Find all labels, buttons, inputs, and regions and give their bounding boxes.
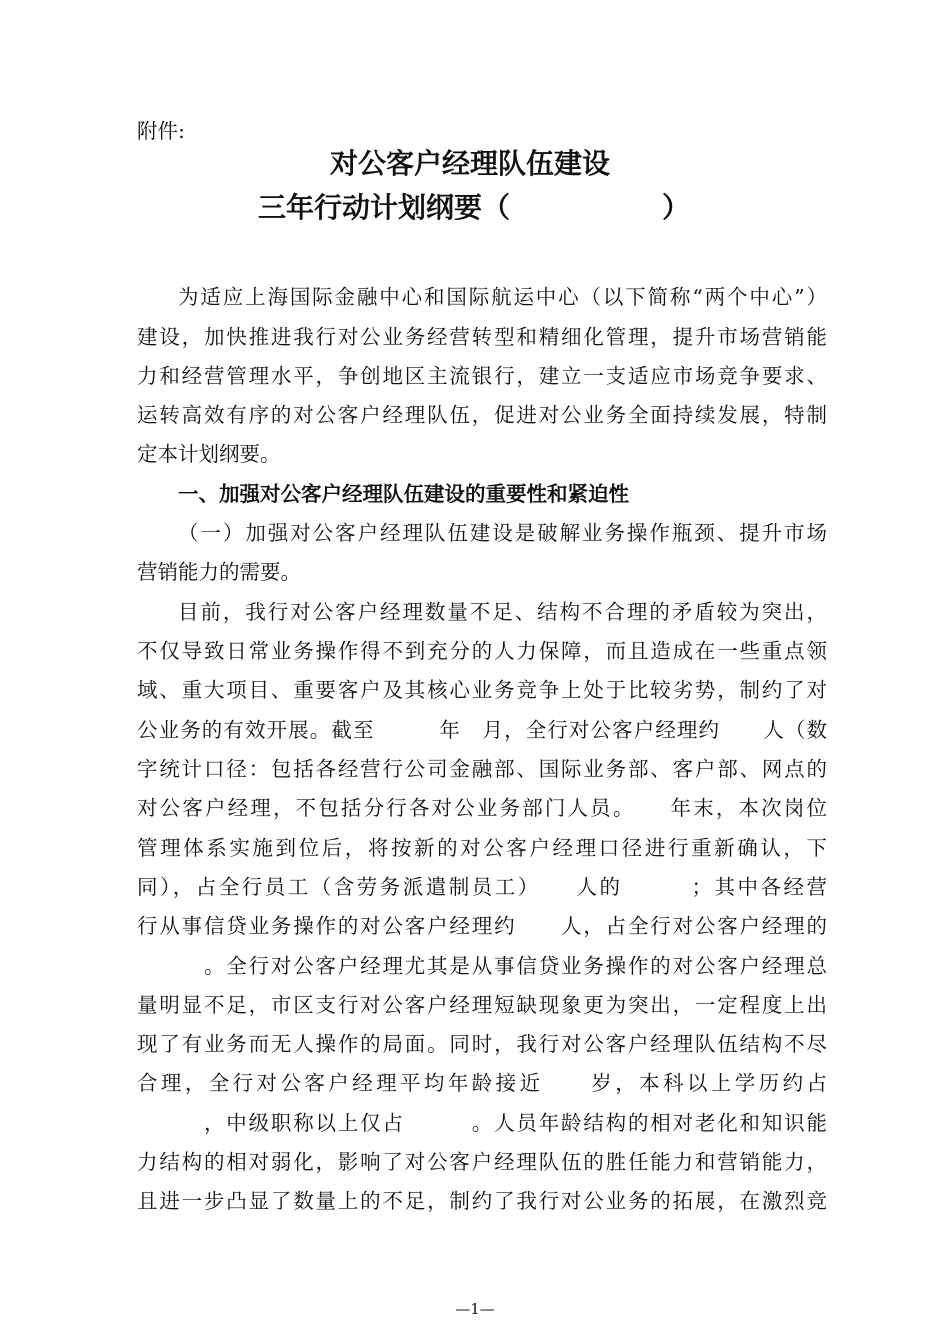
body-line: 同），占全行员工（含劳务派遣制员工） 人的 ；其中各经营	[137, 875, 827, 899]
intro-line: 定本计划纲要。	[137, 442, 281, 466]
body-line: 且进一步凸显了数量上的不足，制约了我行对公业务的拓展，在激烈竞	[137, 1189, 827, 1213]
attachment-label: 附件:	[137, 119, 185, 143]
body-line: 合理，全行对公客户经理平均年龄接近 岁，本科以上学历约占	[137, 1071, 827, 1095]
title-line-2	[258, 190, 690, 226]
title-line-1: 对公客户经理队伍建设	[330, 147, 611, 180]
intro-line: 为适应上海国际金融中心和国际航运中心（以下简称“两个中心”）	[178, 285, 827, 309]
body-line: 力结构的相对弱化，影响了对公客户经理队伍的胜任能力和营销能力，	[137, 1150, 827, 1174]
body-line: 管理体系实施到位后，将按新的对公客户经理口径进行重新确认，下	[137, 836, 827, 860]
intro-line: 建设，加快推进我行对公业务经营转型和精细化管理，提升市场营销能	[137, 325, 827, 349]
body-line: 量明显不足，市区支行对公客户经理短缺现象更为突出，一定程度上出	[137, 993, 827, 1017]
intro-line: 运转高效有序的对公客户经理队伍，促进对公业务全面持续发展，特制	[137, 403, 827, 427]
body-line: 字统计口径：包括各经营行公司金融部、国际业务部、客户部、网点的	[137, 757, 827, 781]
title-line-2-close: ）	[661, 191, 690, 224]
body-line: 目前，我行对公客户经理数量不足、结构不合理的矛盾较为突出，	[178, 600, 827, 624]
body-line: 行从事信贷业务操作的对公客户经理约 人，占全行对公客户经理的	[137, 914, 827, 938]
body-line: 。全行对公客户经理尤其是从事信贷业务操作的对公客户经理总	[137, 954, 827, 978]
subsection-line: （一）加强对公客户经理队伍建设是破解业务操作瓶颈、提升市场	[178, 521, 827, 545]
title-line-2-text: 三年行动计划纲要（	[258, 191, 511, 224]
body-line: 不仅导致日常业务操作得不到充分的人力保障，而且造成在一些重点领	[137, 639, 827, 663]
body-line: ，中级职称以上仅占 。人员年龄结构的相对老化和知识能	[137, 1111, 827, 1135]
subsection-line: 营销能力的需要。	[137, 560, 301, 584]
body-line: 域、重大项目、重要客户及其核心业务竞争上处于比较劣势，制约了对	[137, 678, 827, 702]
body-line: 现了有业务而无人操作的局面。同时，我行对公客户经理队伍结构不尽	[137, 1032, 827, 1056]
page-number: —1—	[455, 1300, 495, 1318]
section-heading: 一、加强对公客户经理队伍建设的重要性和紧迫性	[178, 482, 629, 506]
body-line: 公业务的有效开展。截至 年 月，全行对公客户经理约 人（数	[137, 718, 827, 742]
body-line: 对公客户经理，不包括分行各对公业务部门人员。 年末，本次岗位	[137, 796, 827, 820]
intro-line: 力和经营管理水平，争创地区主流银行，建立一支适应市场竞争要求、	[137, 364, 827, 388]
